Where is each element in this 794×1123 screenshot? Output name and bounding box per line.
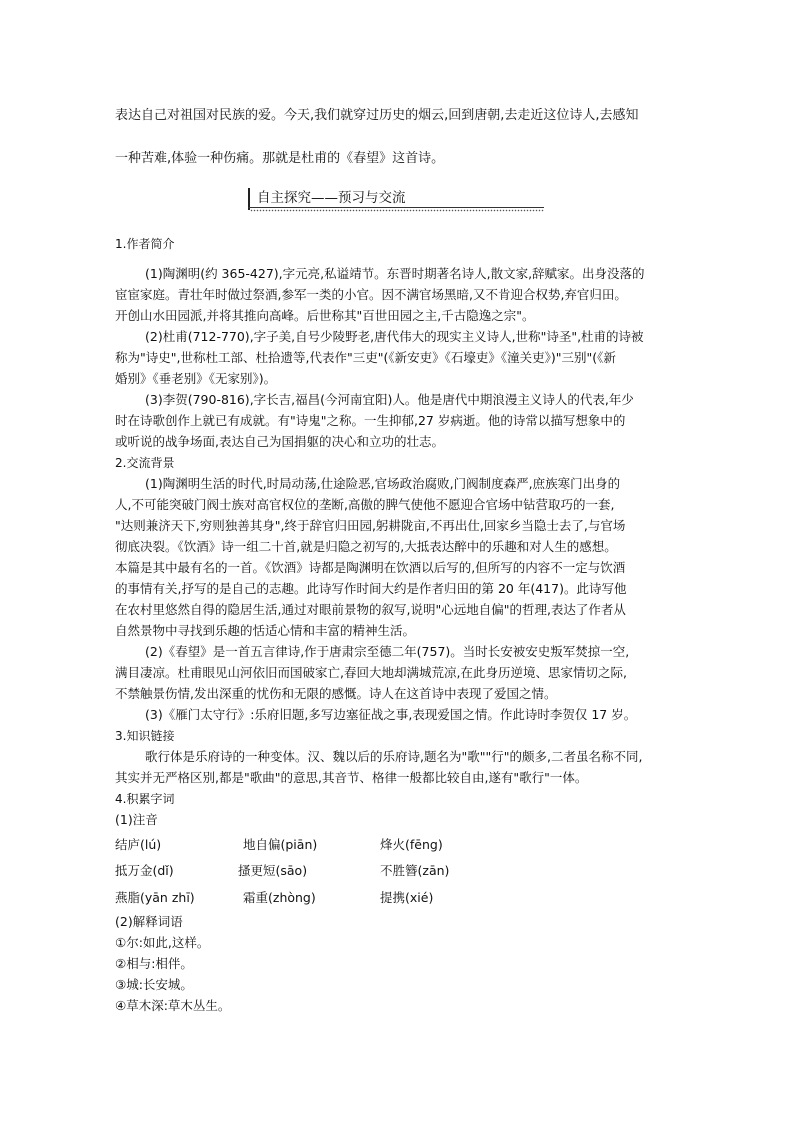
phonetic-heading: (1)注音 <box>115 812 158 827</box>
author-line: 开创山水田园派,并将其推向高峰。后世称其"百世田园之主,千古隐逸之宗"。 <box>115 308 535 323</box>
background-line: 人,不可能突破门阀士族对高官权位的垄断,高傲的脾气使他不愿迎合官场中钻营取巧的一套, <box>115 497 615 512</box>
knowledge-heading: 3.知识链接 <box>115 729 175 743</box>
author-line: (2)杜甫(712-770),字子美,自号少陵野老,唐代伟大的现实主义诗人,世称"诗圣",杜甫的诗被 <box>145 329 644 344</box>
explanation-item: ①尔:如此,这样。 <box>115 935 210 950</box>
knowledge-line: 其实并无严格区别,都是"歌曲"的意思,其音节、格律一般都比较自由,遂有"歌行"一体。 <box>115 770 588 785</box>
section-banner <box>248 186 544 212</box>
author-heading: 1.作者简介 <box>115 237 175 251</box>
explanation-item: ③城:长安城。 <box>115 977 193 992</box>
author-line: (1)陶渊明(约 365-427),字元亮,私谥靖节。东晋时期著名诗人,散文家,辞赋家。出身没落的 <box>145 266 645 281</box>
explanation-item: ②相与:相伴。 <box>115 956 193 971</box>
banner-dotted-border <box>250 209 544 212</box>
background-line: 自然景物中寻找到乐趣的恬适心情和丰富的精神生活。 <box>115 623 416 638</box>
background-line: "达则兼济天下,穷则独善其身",终于辞官归田园,躬耕陇亩,不再出仕,回家乡当隐士去了,与官场 <box>115 518 626 533</box>
author-line: 宦宦家庭。青壮年时做过祭酒,参军一类的小官。因不满官场黑暗,又不肯迎合权势,弃官归田。 <box>115 287 627 302</box>
background-line: 满目凄凉。杜甫眼见山河依旧而国破家亡,春回大地却满城荒凉,在此身历逆境、思家情切之际, <box>115 665 627 680</box>
author-line: 时在诗歌创作上就已有成就。有"诗鬼"之称。一生抑郁,27 岁病逝。他的诗常以描写想象中的 <box>115 413 626 428</box>
background-line: 本篇是其中最有名的一首。《饮酒》诗都是陶渊明在饮酒以后写的,但所写的内容不一定与饮酒 <box>115 560 626 575</box>
phonetic-entry: 地自偏(piān) <box>243 837 318 852</box>
phonetic-entry: 搔更短(sāo) <box>238 863 308 878</box>
background-line: (2)《春望》是一首五言律诗,作于唐肃宗至德二年(757)。当时长安被安史叛军焚掠一空, <box>145 644 630 659</box>
phonetic-entry: 结庐(lú) <box>115 837 162 852</box>
background-line: 不禁触景伤情,发出深重的忧伤和无限的感慨。诗人在这首诗中表现了爱国之情。 <box>115 686 557 701</box>
phonetic-entry: 燕脂(yān zhī) <box>115 890 195 905</box>
background-heading: 2.交流背景 <box>115 456 175 470</box>
section-banner-title: 自主探究——预习与交流 <box>257 190 406 206</box>
author-line: (3)李贺(790-816),字长吉,福昌(今河南宜阳)人。他是唐代中期浪漫主义诗人的代表,年少 <box>145 392 634 407</box>
vocab-heading: 4.积累字词 <box>115 792 175 806</box>
phonetic-entry: 霜重(zhòng) <box>243 890 316 905</box>
background-line: 彻底决裂。《饮酒》诗一组二十首,就是归隐之初写的,大抵表达醉中的乐趣和对人生的感想。 <box>115 539 617 554</box>
explanation-item: ④草木深:草木丛生。 <box>115 998 231 1013</box>
banner-rule <box>248 207 544 208</box>
author-line: 婚别》《垂老别》《无家别》)。 <box>115 371 277 386</box>
phonetic-entry: 烽火(fēng) <box>380 837 443 852</box>
phonetic-entry: 抵万金(dǐ) <box>115 863 174 878</box>
intro-line-1: 表达自己对祖国对民族的爱。今天,我们就穿过历史的烟云,回到唐朝,去走近这位诗人,去感知 <box>115 108 639 123</box>
author-line: 或听说的战争场面,表达自己为国捐躯的决心和立功的壮志。 <box>115 434 444 449</box>
background-line: (3)《雁门太守行》:乐府旧题,多写边塞征战之事,表现爱国之情。作此诗时李贺仅 17 岁。 <box>145 707 637 722</box>
background-line: 在农村里悠然自得的隐居生活,通过对眼前景物的叙写,说明"心远地自偏"的哲理,表达了作者从 <box>115 602 626 617</box>
intro-line-2: 一种苦难,体验一种伤痛。那就是杜甫的《春望》这首诗。 <box>115 151 445 166</box>
background-line: (1)陶渊明生活的时代,时局动荡,仕途险恶,官场政治腐败,门阀制度森严,庶族寒门出身的 <box>145 476 621 491</box>
phonetic-entry: 提携(xié) <box>380 890 434 905</box>
phonetic-entry: 不胜簪(zān) <box>380 863 450 878</box>
background-line: 的事情有关,抒写的是自己的志趣。此诗写作时间大约是作者归田的第 20 年(417)。此诗写他 <box>115 581 627 596</box>
author-line: 称为"诗史",世称杜工部、杜拾遗等,代表作"三吏"(《新安吏》《石壕吏》《潼关吏》)"三别"(《新 <box>115 350 616 365</box>
explain-heading: (2)解释词语 <box>115 914 183 929</box>
knowledge-line: 歌行体是乐府诗的一种变体。汉、魏以后的乐府诗,题名为"歌""行"的颇多,二者虽名称不同, <box>145 749 643 764</box>
